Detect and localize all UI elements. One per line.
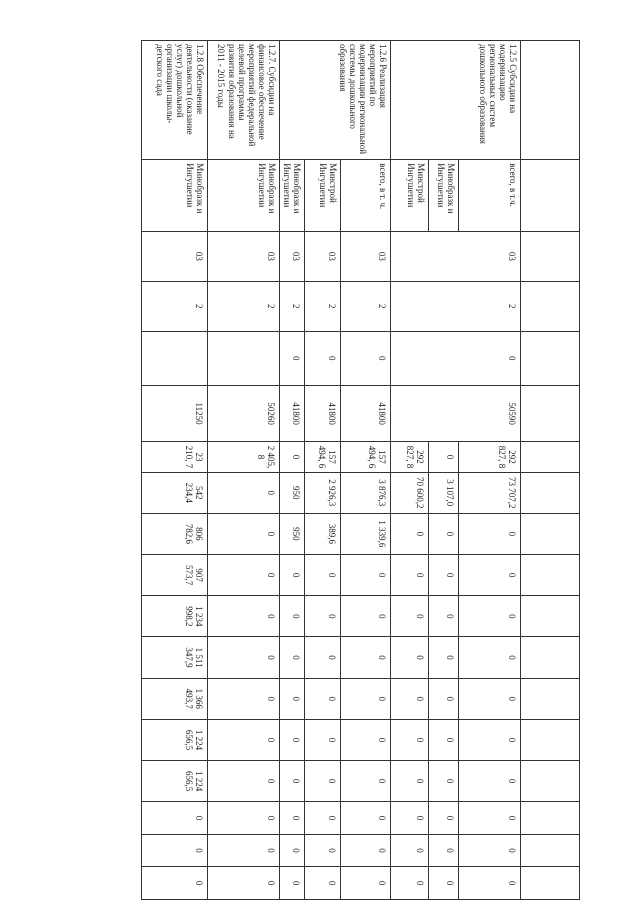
value-cell: 0: [207, 513, 279, 554]
value-cell: 0: [279, 637, 304, 678]
value-cell: 0: [391, 719, 429, 760]
value-cell: 0: [341, 555, 391, 596]
code-cell: 0: [305, 331, 341, 385]
table-row: [391, 41, 429, 900]
header-row: [521, 41, 580, 900]
value-cell: 0: [341, 678, 391, 719]
code-cell: [141, 331, 207, 385]
table-row: [459, 41, 521, 900]
header-cell: [521, 41, 580, 160]
table-row: [141, 41, 207, 900]
header-cell: [521, 637, 580, 678]
value-cell: 0: [279, 442, 304, 472]
code-cell: 03: [207, 231, 279, 281]
value-cell: 0: [391, 834, 429, 867]
header-cell: [521, 678, 580, 719]
value-cell: 0: [207, 472, 279, 513]
value-cell: 292 827, 8: [459, 442, 521, 472]
value-cell: 0: [429, 719, 459, 760]
value-cell: 0: [305, 719, 341, 760]
table-row: [341, 41, 391, 900]
organization-cell: Минобразк и Ингушетии: [141, 160, 207, 232]
value-cell: 1 234 998,2: [141, 596, 207, 637]
code-cell: 2: [305, 281, 341, 331]
value-cell: 0: [391, 802, 429, 835]
code-cell: 0: [279, 331, 304, 385]
value-cell: 0: [305, 802, 341, 835]
value-cell: 0: [429, 834, 459, 867]
value-cell: 0: [279, 802, 304, 835]
value-cell: 1 224 656,5: [141, 719, 207, 760]
header-cell: [521, 513, 580, 554]
value-cell: 0: [279, 761, 304, 802]
measure-name-cell: 1.2.5 Субсидии на модернизацию региональных систем дошкольного образования: [391, 41, 521, 160]
value-cell: 0: [459, 761, 521, 802]
value-cell: 0: [141, 834, 207, 867]
value-cell: 0: [279, 719, 304, 760]
value-cell: 0: [341, 637, 391, 678]
code-cell: [207, 331, 279, 385]
value-cell: 0: [279, 555, 304, 596]
value-cell: 23 210, 7: [141, 442, 207, 472]
code-cell: 2: [341, 281, 391, 331]
value-cell: 2 405, 8: [207, 442, 279, 472]
value-cell: 0: [305, 867, 341, 900]
value-cell: 806 782,6: [141, 513, 207, 554]
table-row: [305, 41, 341, 900]
header-cell: [521, 596, 580, 637]
header-cell: [521, 472, 580, 513]
code-cell: 03: [341, 231, 391, 281]
organization-cell: Минстрой Ингушетии: [305, 160, 341, 232]
code-cell: 2: [279, 281, 304, 331]
value-cell: 0: [429, 442, 459, 472]
table-row: [207, 41, 279, 900]
value-cell: 0: [207, 596, 279, 637]
program-funding-table: [141, 40, 580, 900]
value-cell: 1 511 347,9: [141, 637, 207, 678]
code-cell: 50260: [207, 385, 279, 441]
value-cell: 0: [207, 637, 279, 678]
value-cell: 0: [207, 761, 279, 802]
header-cell: [521, 442, 580, 472]
table-row: [279, 41, 304, 900]
value-cell: 0: [341, 834, 391, 867]
value-cell: 0: [391, 596, 429, 637]
code-cell: 2: [391, 281, 521, 331]
header-cell: [521, 802, 580, 835]
value-cell: 0: [207, 678, 279, 719]
table-row: [429, 41, 459, 900]
value-cell: 0: [305, 555, 341, 596]
value-cell: 157 494, 6: [341, 442, 391, 472]
value-cell: 0: [429, 867, 459, 900]
value-cell: 0: [305, 678, 341, 719]
table-rotated-wrapper: [142, 40, 580, 900]
value-cell: 0: [391, 555, 429, 596]
code-cell: 03: [141, 231, 207, 281]
value-cell: 0: [305, 637, 341, 678]
value-cell: 292 827, 8: [391, 442, 429, 472]
value-cell: 0: [141, 867, 207, 900]
code-cell: 11250: [141, 385, 207, 441]
value-cell: 0: [429, 637, 459, 678]
value-cell: 0: [207, 719, 279, 760]
measure-name-cell: 1.2.7. Субсидии на финансовое обеспечение мероприятий федеральной целевой программы развития образования на 2011 - 2015 годы: [207, 41, 279, 160]
header-cell: [521, 719, 580, 760]
value-cell: 950: [279, 472, 304, 513]
value-cell: 0: [429, 555, 459, 596]
value-cell: 0: [305, 834, 341, 867]
value-cell: 0: [459, 678, 521, 719]
organization-cell: всего, в т. ч.: [341, 160, 391, 232]
value-cell: 542 234,4: [141, 472, 207, 513]
header-cell: [521, 761, 580, 802]
value-cell: 70 600,2: [391, 472, 429, 513]
header-cell: [521, 385, 580, 441]
value-cell: 1 224 656,5: [141, 761, 207, 802]
value-cell: 0: [429, 761, 459, 802]
value-cell: 3 876,3: [341, 472, 391, 513]
value-cell: 0: [341, 867, 391, 900]
value-cell: 0: [341, 761, 391, 802]
value-cell: 0: [391, 867, 429, 900]
value-cell: 0: [391, 637, 429, 678]
value-cell: 0: [459, 596, 521, 637]
measure-name-cell: 1.2.6 Реализация мероприятий по модернизации региональной системы дошкольного образования: [279, 41, 390, 160]
value-cell: 0: [341, 596, 391, 637]
value-cell: 950: [279, 513, 304, 554]
code-cell: 2: [141, 281, 207, 331]
value-cell: 0: [207, 555, 279, 596]
value-cell: 0: [391, 678, 429, 719]
header-cell: [521, 555, 580, 596]
value-cell: 157 494, 6: [305, 442, 341, 472]
value-cell: 0: [141, 802, 207, 835]
value-cell: 0: [207, 867, 279, 900]
value-cell: 389,6: [305, 513, 341, 554]
value-cell: 2 926,3: [305, 472, 341, 513]
value-cell: 3 107,0: [429, 472, 459, 513]
code-cell: 03: [305, 231, 341, 281]
code-cell: 0: [391, 331, 521, 385]
code-cell: 50590: [391, 385, 521, 441]
value-cell: 0: [459, 555, 521, 596]
value-cell: 0: [459, 637, 521, 678]
value-cell: 0: [459, 802, 521, 835]
value-cell: 0: [279, 678, 304, 719]
code-cell: 0: [341, 331, 391, 385]
organization-cell: всего, в т.ч.: [459, 160, 521, 232]
value-cell: 0: [341, 802, 391, 835]
value-cell: 0: [305, 596, 341, 637]
header-cell: [521, 331, 580, 385]
code-cell: 03: [391, 231, 521, 281]
value-cell: 0: [429, 513, 459, 554]
value-cell: 0: [279, 867, 304, 900]
value-cell: 0: [279, 834, 304, 867]
value-cell: 0: [207, 802, 279, 835]
header-cell: [521, 160, 580, 232]
value-cell: 907 573,7: [141, 555, 207, 596]
code-cell: 41800: [305, 385, 341, 441]
organization-cell: Минстрой Ингушетии: [391, 160, 429, 232]
organization-cell: Минобразк и Ингушетии: [279, 160, 304, 232]
value-cell: 0: [459, 513, 521, 554]
value-cell: 0: [341, 719, 391, 760]
value-cell: 73 707,2: [459, 472, 521, 513]
organization-cell: Минобразк и Ингушетии: [207, 160, 279, 232]
value-cell: 0: [429, 596, 459, 637]
header-cell: [521, 281, 580, 331]
header-cell: [521, 834, 580, 867]
header-cell: [521, 867, 580, 900]
value-cell: 1 366 493,7: [141, 678, 207, 719]
value-cell: 0: [391, 761, 429, 802]
value-cell: 0: [429, 678, 459, 719]
code-cell: 41800: [341, 385, 391, 441]
value-cell: 0: [279, 596, 304, 637]
value-cell: 0: [459, 867, 521, 900]
value-cell: 1 339,6: [341, 513, 391, 554]
code-cell: 03: [279, 231, 304, 281]
header-cell: [521, 231, 580, 281]
value-cell: 0: [459, 834, 521, 867]
code-cell: 41800: [279, 385, 304, 441]
value-cell: 0: [391, 513, 429, 554]
organization-cell: Минобразк и Ингушетии: [429, 160, 459, 232]
value-cell: 0: [305, 761, 341, 802]
code-cell: 2: [207, 281, 279, 331]
measure-name-cell: 1.2.8 Обеспечение деятельности (оказание услуг) дошкольной организации школы-детского сада: [141, 41, 207, 160]
value-cell: 0: [429, 802, 459, 835]
value-cell: 0: [207, 834, 279, 867]
value-cell: 0: [459, 719, 521, 760]
